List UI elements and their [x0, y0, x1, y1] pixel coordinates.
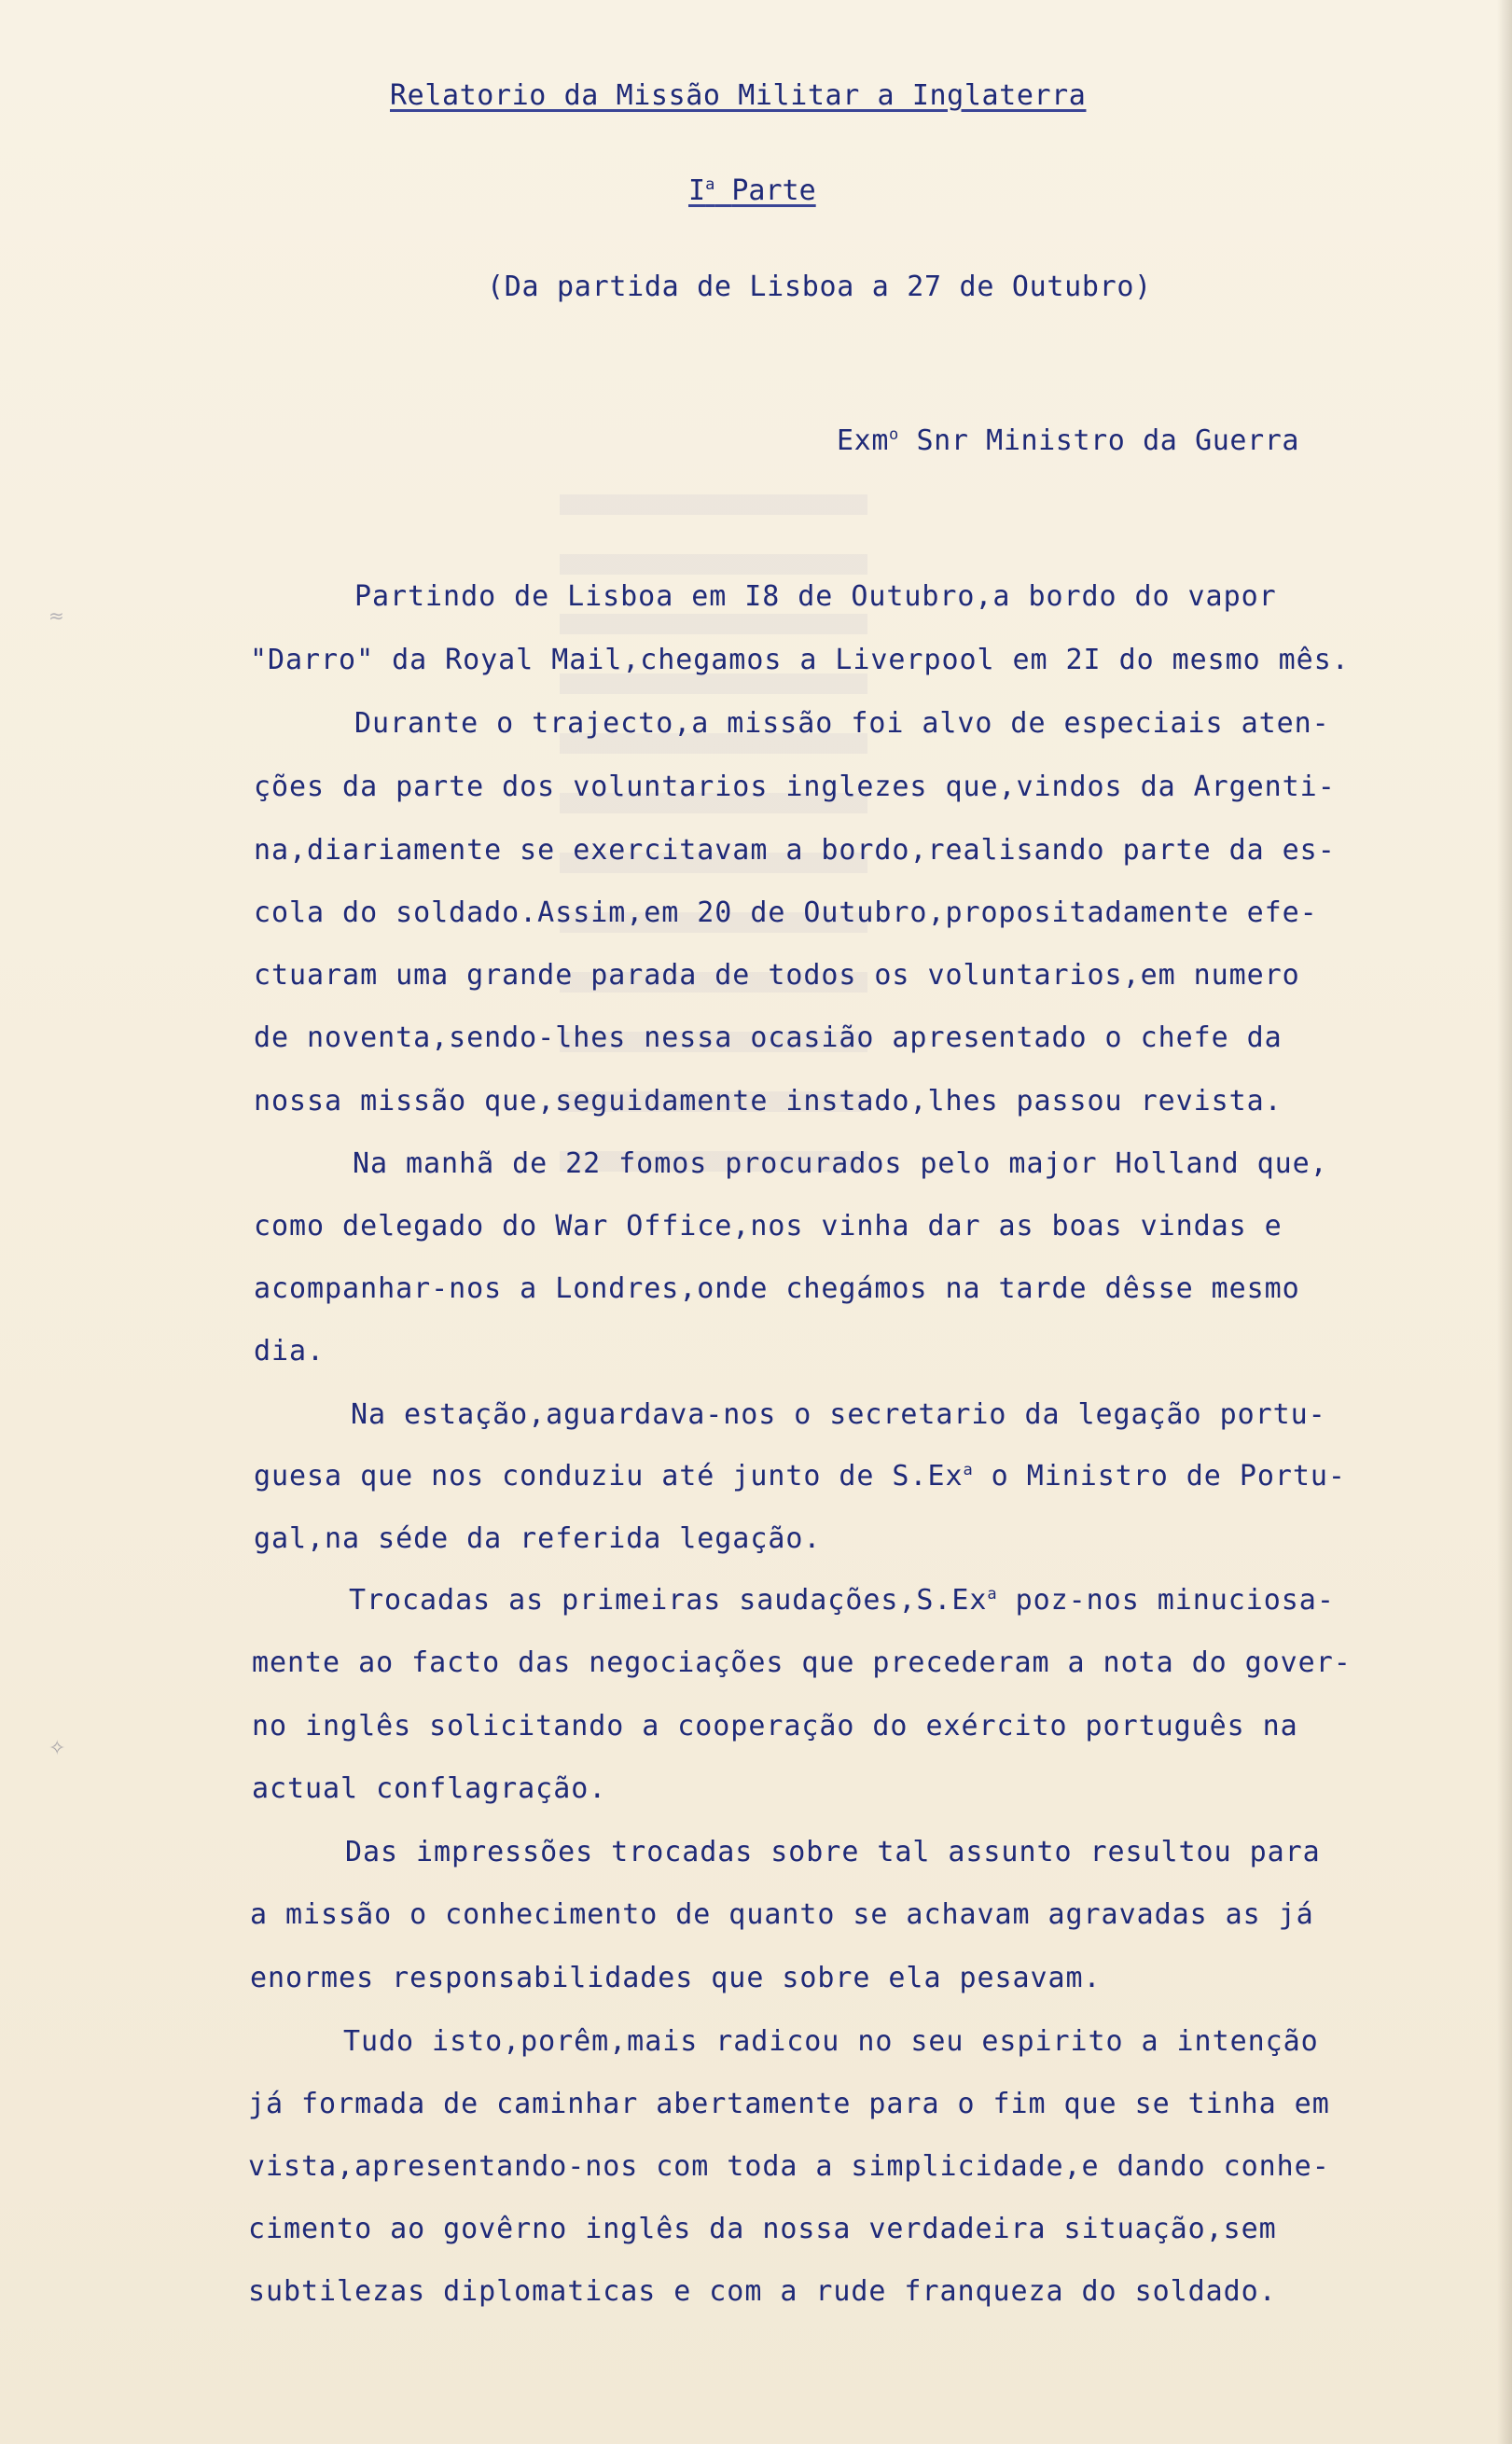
body-line — [254, 1460, 1346, 1493]
body-line: ções da parte dos voluntarios inglezes que,vindos da Argenti- — [254, 771, 1336, 803]
part-ordinal: a — [705, 175, 715, 194]
body-line: na,diariamente se exercitavam a bordo,realisando parte da es- — [254, 834, 1336, 867]
addressee-prefix: Exm — [837, 424, 889, 457]
body-line: "Darro" da Royal Mail,chegamos a Liverpool em 2I do mesmo mês. — [250, 644, 1350, 676]
body-line: Partindo de Lisboa em I8 de Outubro,a bordo do vapor — [354, 580, 1277, 613]
body-line: Das impressões trocadas sobre tal assunto resultou para — [345, 1836, 1321, 1868]
part-prefix: I — [688, 174, 706, 207]
body-line: Na estação,aguardava-nos o secretario da legação portu- — [351, 1398, 1326, 1431]
margin-mark: ≈ — [49, 604, 64, 627]
body-line: acompanhar-nos a Londres,onde chegámos na tarde dêsse mesmo — [254, 1272, 1300, 1305]
body-line: dia. — [254, 1335, 326, 1368]
page-edge-shadow — [1497, 0, 1512, 2444]
line-text: poz-nos minuciosa- — [997, 1584, 1335, 1617]
addressee — [837, 424, 1300, 457]
ordinal-mark: a — [963, 1461, 974, 1479]
body-line: ctuaram uma grande parada de todos os voluntarios,em numero — [254, 959, 1300, 992]
line-text: Trocadas as primeiras saudações,S.Ex — [349, 1584, 988, 1617]
addressee-ordinal: o — [889, 425, 899, 444]
body-line: mente ao facto das negociações que precederam a nota do gover- — [252, 1646, 1352, 1679]
body-line: no inglês solicitando a cooperação do exército português na — [252, 1710, 1298, 1743]
margin-mark: ✧ — [49, 1737, 66, 1760]
body-line: enormes responsabilidades que sobre ela pesavam. — [250, 1962, 1102, 1994]
body-line: gal,na séde da referida legação. — [254, 1522, 822, 1555]
body-line: Tudo isto,porêm,mais radicou no seu espirito a intenção — [343, 2025, 1319, 2058]
body-line: actual conflagração. — [252, 1772, 607, 1805]
body-line: de noventa,sendo-lhes nessa ocasião apresentado o chefe da — [254, 1021, 1283, 1054]
body-line — [349, 1584, 1335, 1617]
body-line: Durante o trajecto,a missão foi alvo de especiais aten- — [354, 707, 1330, 740]
body-line: Na manhã de 22 fomos procurados pelo major Holland que, — [353, 1147, 1328, 1180]
ordinal-mark: a — [987, 1585, 998, 1604]
body-line: subtilezas diplomaticas e com a rude franqueza do soldado. — [248, 2275, 1277, 2308]
body-line: a missão o conhecimento de quanto se achavam agravadas as já — [250, 1898, 1314, 1931]
part-heading — [688, 174, 816, 207]
body-line: já formada de caminhar abertamente para o fim que se tinha em — [248, 2088, 1330, 2120]
body-line: cola do soldado.Assim,em 20 de Outubro,propositadamente efe- — [254, 896, 1318, 929]
body-line: cimento ao govêrno inglês da nossa verdadeira situação,sem — [248, 2213, 1277, 2245]
addressee-rest: Snr Ministro da Guerra — [898, 424, 1300, 457]
body-line: como delegado do War Office,nos vinha dar as boas vindas e — [254, 1210, 1283, 1243]
document-subtitle: (Da partida de Lisboa a 27 de Outubro) — [487, 271, 1152, 303]
document-title: Relatorio da Missão Militar a Inglaterra — [390, 79, 1087, 112]
part-word: Parte — [731, 174, 816, 207]
line-text: o Ministro de Portu- — [973, 1460, 1346, 1493]
body-line: nossa missão que,seguidamente instado,lhes passou revista. — [254, 1085, 1283, 1118]
line-text: guesa que nos conduziu até junto de S.Ex — [254, 1460, 964, 1493]
body-line: vista,apresentando-nos com toda a simplicidade,e dando conhe- — [248, 2150, 1330, 2183]
